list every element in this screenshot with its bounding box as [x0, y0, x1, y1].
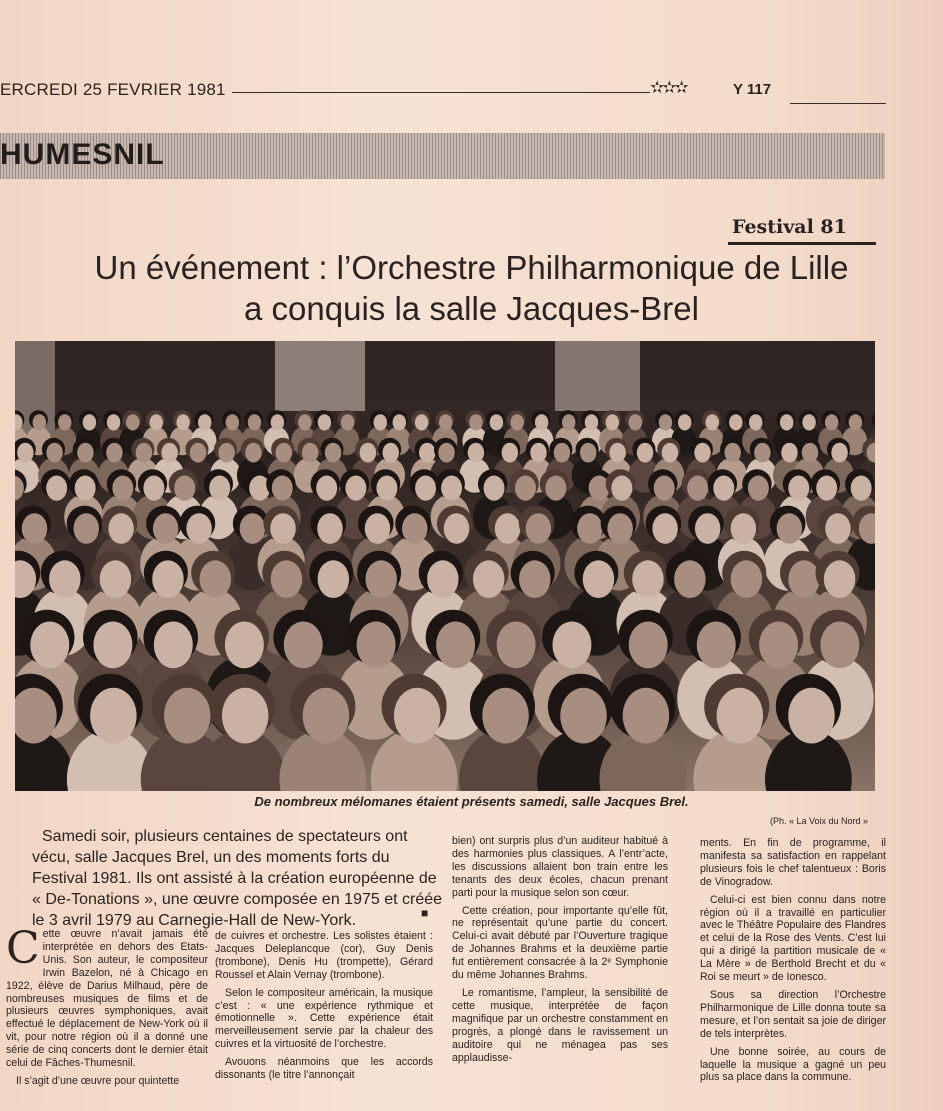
header-date: ERCREDI 25 FEVRIER 1981 [0, 80, 226, 99]
spectator-face [298, 414, 312, 430]
spectator-face [316, 476, 337, 501]
spectator-face [360, 443, 377, 463]
spectator-face [780, 414, 794, 430]
spectator-face [345, 476, 366, 501]
spectator-face [526, 513, 552, 544]
column-4-paragraph-1: ments. En fin de programme, il manifesta sa satisfaction en rappelant plusieurs fois le chef talentueux : Boris de Vinogradow. [700, 837, 886, 888]
spectator-face [438, 443, 455, 463]
spectator-face [816, 476, 837, 501]
lead-end-mark: ■ [421, 906, 429, 920]
spectator-face [248, 414, 262, 430]
column-2-paragraph-1: de cuivres et orchestre. Les solistes étaient : Jacques Deleplancque (cor), Guy Denis (trombone), Denis Hu (trompette), Gérard Roussel et Alain Vernay (trombone). [215, 930, 433, 981]
drop-cap: C [6, 928, 40, 974]
spectator-face [831, 443, 848, 463]
spectator-face [58, 414, 72, 430]
spectator-face [357, 622, 396, 669]
spectator-face [153, 513, 179, 544]
spectator-face [245, 443, 261, 463]
spectator-face [654, 476, 675, 501]
spectator-face [731, 513, 757, 544]
spectator-face [717, 688, 764, 744]
spectator-face [143, 476, 164, 501]
column-2-paragraph-2: Selon le compositeur américain, la musique c’est : « une expérience rythmique et émotionnelle ». Cette expérience était merveilleusement servie par la chaleur des cuivres et la virtuosité de l’orchestre. [215, 986, 433, 1051]
spectator-face [83, 414, 97, 430]
column-3-paragraph-2: Cette création, pour importante qu’elle fût, ne représentait qu’une partie du concert. Celui-ci avait débuté par l’Ouverture tragique de Johannes Brahms et la deuxième partie fut entièrement consacrée à la 2ᵉ Symphonie du même Johannes Brahms. [452, 904, 668, 982]
spectator-face [222, 688, 268, 744]
spectator-face [554, 443, 571, 463]
spectator-face [100, 560, 131, 598]
spectator-face [490, 414, 504, 430]
spectator-face [90, 688, 137, 744]
spectator-face [637, 443, 654, 463]
spectator-face [325, 443, 342, 463]
headline-line-2: a conquis la salle Jacques-Brel [244, 290, 699, 327]
spectator-face [697, 622, 736, 669]
spectator-face [436, 622, 475, 669]
spectator-face [30, 622, 69, 669]
spectator-face [510, 414, 524, 430]
spectator-face [515, 476, 536, 501]
spectator-face [374, 414, 388, 430]
spectator-face [150, 414, 164, 430]
spectator-face [284, 622, 323, 669]
spectator-face [652, 513, 678, 544]
spectator-face [820, 622, 859, 669]
spectator-face [318, 414, 332, 430]
spectator-face [107, 414, 121, 430]
photo-credit: (Ph. « La Voix du Nord » [770, 816, 869, 826]
spectator-face [706, 414, 720, 430]
spectator-face [611, 476, 632, 501]
spectator-face [77, 443, 94, 463]
spectator-face [694, 443, 711, 463]
lead-paragraph: Samedi soir, plusieurs centaines de spectateurs ont vécu, salle Jacques Brel, un des moments forts du Festival 1981. Ils ont assisté à la création européenne de « De-Tonations », une œuvre composée en 1975 et créée le 3 avril 1979 au Carnegie-Hall de New-York. [32, 828, 443, 929]
column-4-paragraph-2: Celui-ci est bien connu dans notre région où il a travaillé en particulier avec le Théâtre Populaire des Flandres et celui de la Rose des Vents. C’est lui qui a dirigé la partition musicale de « La Mère » de Berthold Brecht et du « Roi se meurt » de Ionesco. [700, 893, 886, 984]
spectator-face [678, 414, 692, 430]
spectator-face [126, 414, 140, 430]
spectator-face [240, 513, 266, 544]
spectator-face [226, 414, 240, 430]
spectator-face [154, 622, 193, 669]
spectator-face [49, 560, 80, 598]
spectator-face [427, 560, 459, 598]
header-rule-left [232, 92, 650, 93]
spectator-face [713, 476, 734, 501]
spectator-face [519, 560, 551, 598]
spectator-face [482, 688, 528, 744]
spectator-face [468, 443, 485, 463]
spectator-face [318, 560, 350, 598]
spectator-face [687, 476, 708, 501]
spectator-face [382, 443, 399, 463]
spectator-face [530, 443, 547, 463]
spectator-face [497, 622, 536, 669]
spectator-face [271, 560, 303, 598]
spectator-face [777, 513, 803, 544]
spectator-face [580, 443, 597, 463]
spectator-face [585, 414, 599, 430]
section-town: HUMESNIL [0, 138, 165, 171]
spectator-face [606, 414, 620, 430]
hall-door-right [555, 341, 640, 411]
spectator-face [200, 560, 232, 598]
spectator-face [495, 513, 520, 544]
article-column-4 [700, 837, 886, 1110]
spectator-face [394, 688, 441, 744]
spectator-face [781, 443, 798, 463]
audience-crowd [15, 410, 875, 791]
photo-caption: De nombreux mélomanes étaient présents samedi, salle Jacques Brel. [254, 794, 689, 809]
spectator-face [74, 513, 100, 544]
spectator-face [674, 560, 706, 598]
spectator-face [788, 560, 820, 598]
spectator-face [849, 414, 863, 430]
spectator-face [365, 560, 397, 598]
column-3-paragraph-3: Le romantisme, l’ampleur, la sensibilité de cette musique, interprétée de façon magnifique par un orchestre constamment en progrès, a plongé dans le ravissement un auditoire qui ne ménagea pas ses applaudisse- [452, 986, 668, 1064]
spectator-face [341, 414, 355, 430]
spectator-face [106, 443, 123, 463]
column-1-paragraph-1: ette œuvre n’avait jamais été interprétée en dehors des Etats-Unis. Son auteur, le compositeur Irwin Bazelon, né à Chicago en 1922, élève de Darius Milhaud, père de nombreuses musiques de films et de plusieurs œuvres symphoniques, avait effectué le déplacement de New-York où il vit, pour notre région où il a donné une série de cinq concerts dont le dernier était celui de Fâches-Thumesnil. [6, 928, 208, 1070]
hall-door-left [275, 341, 365, 411]
spectator-face [415, 414, 429, 430]
stars-icon: ✫✫✫ [650, 78, 687, 97]
spectator-face [724, 443, 741, 463]
spectator-face [788, 688, 835, 744]
spectator-face [198, 414, 212, 430]
rubric-label: Festival 81 [732, 216, 847, 238]
spectator-face [749, 414, 763, 430]
spectator-face [209, 476, 230, 501]
spectator-face [535, 414, 549, 430]
spectator-face [473, 560, 505, 598]
spectator-face [218, 443, 235, 463]
spectator-face [802, 443, 819, 463]
spectator-face [851, 476, 872, 501]
spectator-face [415, 476, 436, 501]
spectator-face [376, 476, 397, 501]
spectator-face [444, 513, 470, 544]
spectator-face [748, 476, 769, 501]
spectator-face [270, 513, 296, 544]
column-1-paragraph-2: Il s’agit d’une œuvre pour quintette [16, 1074, 180, 1087]
headline-line-1: Un événement : l’Orchestre Philharmonique de Lille [94, 249, 849, 286]
spectator-face [317, 513, 343, 544]
spectator-face [365, 513, 391, 544]
spectator-face [75, 476, 96, 501]
spectator-face [484, 476, 505, 501]
spectator-face [623, 688, 670, 744]
spectator-face [632, 560, 664, 598]
header-page-ref: Y 117 [733, 81, 772, 98]
article-column-1 [6, 928, 208, 1110]
spectator-face [186, 513, 212, 544]
audience-photo [15, 341, 875, 791]
spectator-face [729, 414, 743, 430]
spectator-face [583, 560, 615, 598]
spectator-face [825, 414, 839, 430]
spectator-face [272, 476, 293, 501]
spectator-face [176, 414, 190, 430]
spectator-face [136, 443, 153, 463]
spectator-face [108, 513, 133, 544]
spectator-face [607, 513, 633, 544]
spectator-face [303, 688, 350, 744]
spectator-face [190, 443, 207, 463]
spectator-face [46, 443, 63, 463]
spectator-hair [872, 410, 875, 429]
column-4-paragraph-3: Sous sa direction l’Orchestre Philharmonique de Lille donna toute sa mesure, et l’on sentait sa joie de diriger de tels interprètes. [700, 988, 886, 1040]
spectator-face [659, 414, 673, 430]
article-column-2 [215, 930, 433, 1108]
spectator-face [824, 560, 856, 598]
spectator-face [695, 513, 721, 544]
header-rule-right [790, 103, 886, 104]
column-2-paragraph-3: Avouons néanmoins que les accords dissonants (le titre l’annonçait [215, 1056, 433, 1082]
spectator-face [46, 476, 67, 501]
spectator-face [502, 443, 519, 463]
spectator-face [174, 476, 195, 501]
spectator-face [469, 414, 483, 430]
spectator-face [164, 688, 211, 744]
spectator-face [552, 622, 591, 669]
audience-photo-drawing [15, 341, 875, 791]
spectator-face [629, 622, 668, 669]
column-3-paragraph-1: bien) ont surpris plus d’un auditeur habitué à des harmonies plus classiques. A l’entr’acte, les discussions allaient bon train entre les tenants des deux écoles, chacun prenant parti pour la musique selon son cœur. [452, 835, 668, 899]
spectator-face [629, 414, 643, 430]
spectator-face [825, 513, 851, 544]
spectator-face [225, 622, 264, 669]
hall-wall [15, 341, 875, 401]
spectator-face [93, 622, 132, 669]
spectator-face [419, 443, 436, 463]
spectator-face [802, 414, 816, 430]
spectator-face [577, 513, 603, 544]
spectator-face [545, 476, 566, 501]
spectator-face [271, 414, 285, 430]
spectator-face [560, 688, 607, 744]
spectator-face [402, 513, 428, 544]
spectator-face [276, 443, 293, 463]
spectator-face [759, 622, 798, 669]
spectator-face [731, 560, 763, 598]
spectator-face [17, 443, 34, 463]
spectator-face [562, 414, 576, 430]
spectator-face [33, 414, 47, 430]
spectator-face [112, 476, 133, 501]
spectator-face [161, 443, 178, 463]
spectator-face [439, 414, 453, 430]
spectator-face [754, 443, 771, 463]
spectator-face [22, 513, 48, 544]
rubric-underline [728, 242, 876, 245]
spectator-face [441, 476, 462, 501]
spectator-face [393, 414, 407, 430]
spectator-face [302, 443, 319, 463]
spectator-face [152, 560, 184, 598]
spectator-face [662, 443, 679, 463]
spectator-face [609, 443, 626, 463]
column-4-paragraph-4: Une bonne soirée, au cours de laquelle la musique a gagné un peu plus sa place dans la commune. [700, 1045, 886, 1084]
spectator-face [788, 476, 809, 501]
article-column-3 [452, 835, 668, 1110]
